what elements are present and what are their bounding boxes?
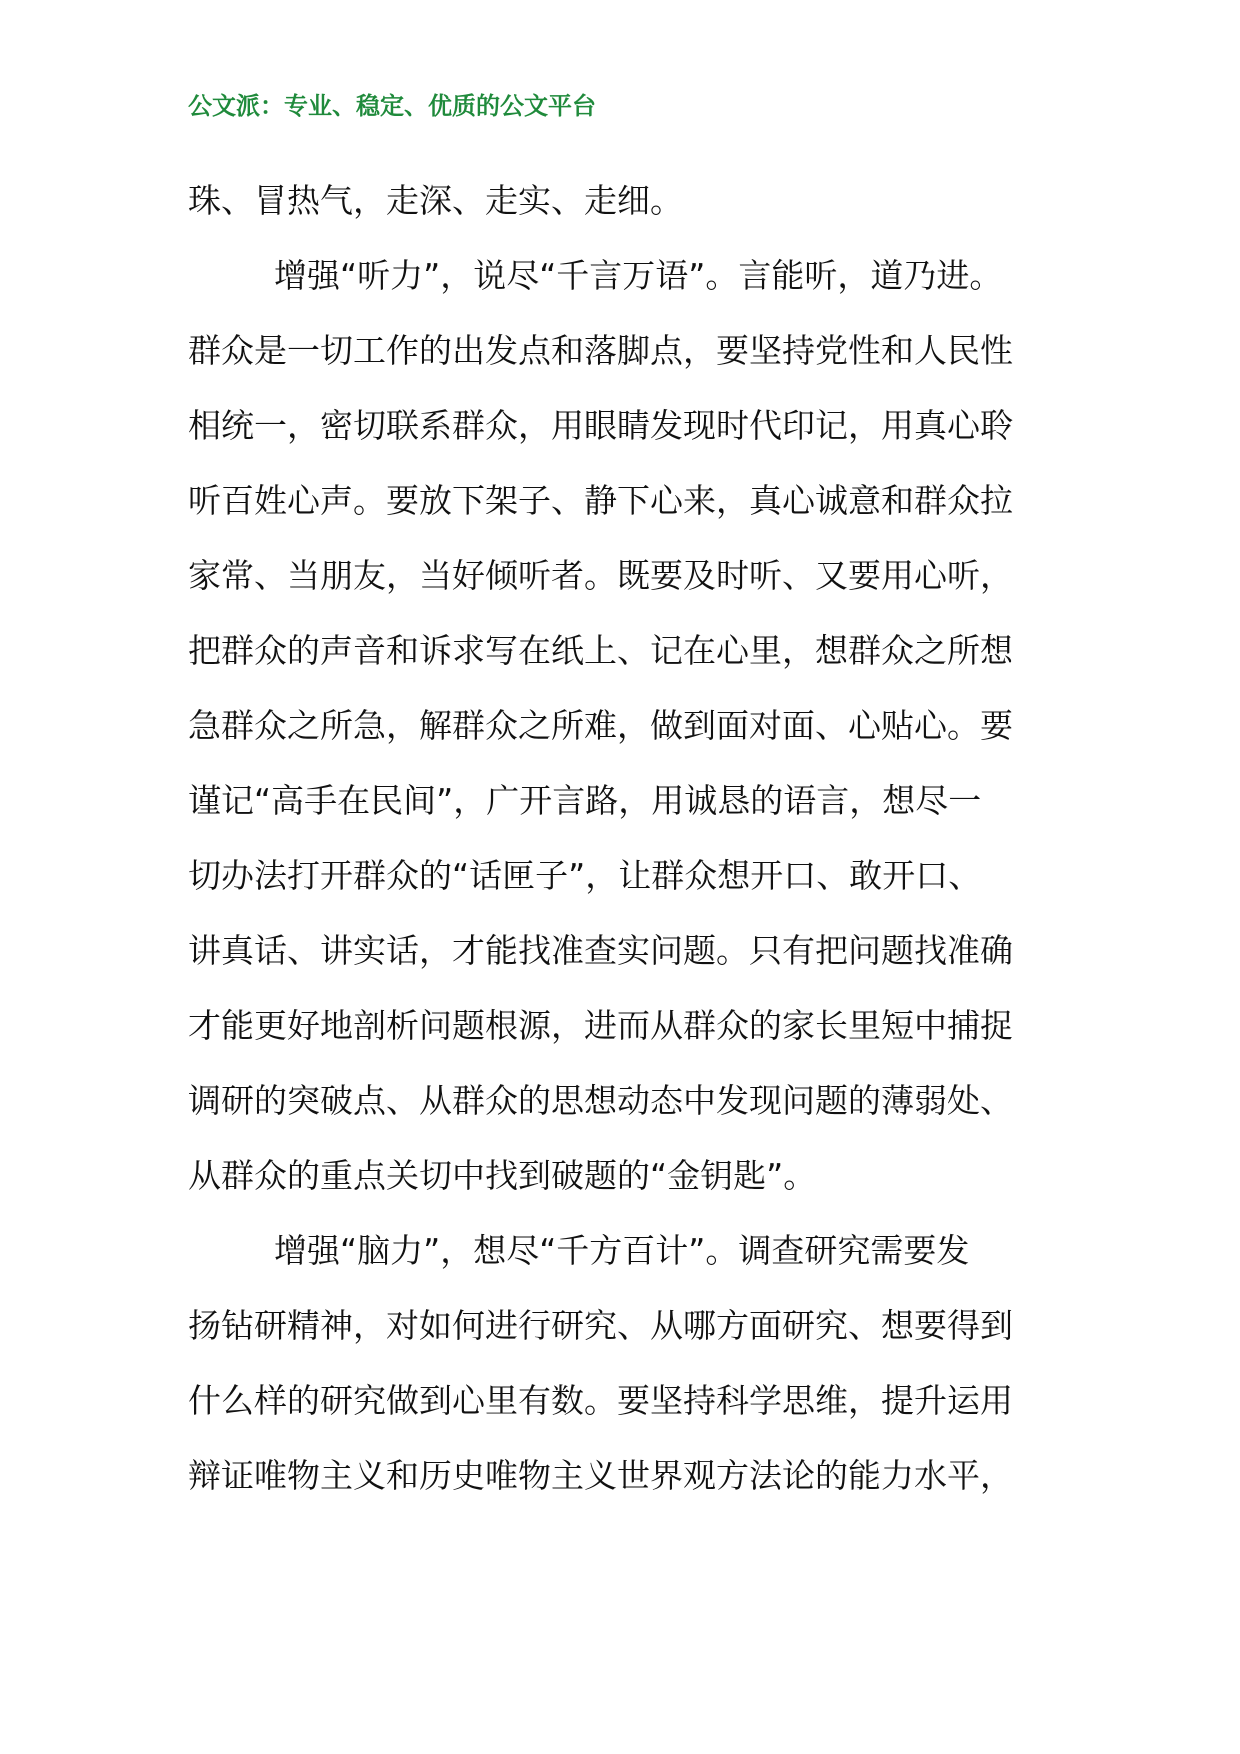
text-line-9: 谨记“高手在民间”，广开言路，用诚恳的语言，想尽一 xyxy=(188,781,982,820)
document-body xyxy=(188,163,1068,1513)
text-line-10: 切办法打开群众的“话匣子”，让群众想开口、敢开口、 xyxy=(188,856,982,895)
paragraph-start-line-listening: 增强“听力”，说尽“千言万语”。言能听，道乃进。 xyxy=(274,256,1003,295)
text-line-7: 把群众的声音和诉求写在纸上、记在心里，想群众之所想 xyxy=(188,631,1013,670)
text-line-6: 家常、当朋友，当好倾听者。既要及时听、又要用心听， xyxy=(188,556,1013,595)
text-line-18: 辩证唯物主义和历史唯物主义世界观方法论的能力水平， xyxy=(188,1456,1013,1495)
text-line-16: 扬钻研精神，对如何进行研究、从哪方面研究、想要得到 xyxy=(188,1306,1013,1345)
text-line-12: 才能更好地剖析问题根源，进而从群众的家长里短中捕捉 xyxy=(188,1006,1013,1045)
text-line-4: 相统一，密切联系群众，用眼睛发现时代印记，用真心聆 xyxy=(188,406,1013,445)
text-line-17: 什么样的研究做到心里有数。要坚持科学思维，提升运用 xyxy=(188,1381,1013,1420)
text-line-11: 讲真话、讲实话，才能找准查实问题。只有把问题找准确 xyxy=(188,931,1013,970)
text-line-13: 调研的突破点、从群众的思想动态中发现问题的薄弱处、 xyxy=(188,1081,1013,1120)
paragraph-start-line-thinking: 增强“脑力”，想尽“千方百计”。调查研究需要发 xyxy=(274,1231,970,1270)
text-line-14: 从群众的重点关切中找到破题的“金钥匙”。 xyxy=(188,1156,817,1195)
brand-header: 公文派：专业、稳定、优质的公文平台 xyxy=(188,92,596,120)
text-line-8: 急群众之所急，解群众之所难，做到面对面、心贴心。要 xyxy=(188,706,1013,745)
text-line-5: 听百姓心声。要放下架子、静下心来，真心诚意和群众拉 xyxy=(188,481,1013,520)
text-line-3: 群众是一切工作的出发点和落脚点，要坚持党性和人民性 xyxy=(188,331,1013,370)
text-line-1: 珠、冒热气，走深、走实、走细。 xyxy=(188,181,683,220)
